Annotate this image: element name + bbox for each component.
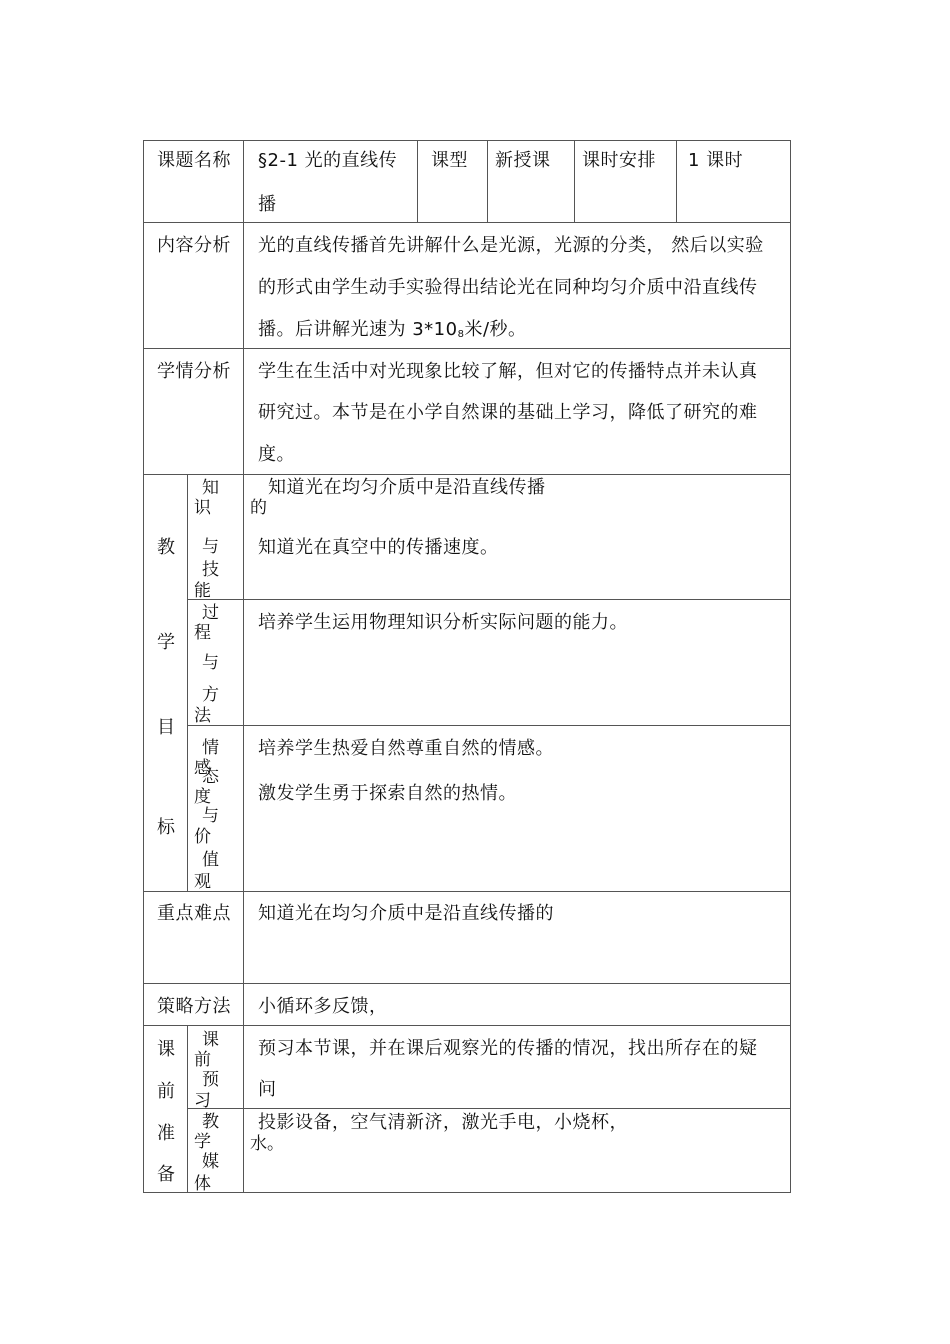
preparation-label-char: 前 [157, 1081, 176, 1102]
row-divider [187, 599, 791, 600]
preview-label-char: 前 [194, 1050, 211, 1070]
media-text: 水。 [250, 1134, 284, 1154]
row-divider [143, 891, 791, 892]
column-divider [187, 1025, 188, 1193]
media-label-char: 教 [202, 1112, 219, 1132]
knowledge-label-char: 能 [194, 581, 211, 601]
emotion-label-char: 情 [202, 738, 219, 758]
emotion-text: 激发学生勇于探索自然的热情。 [258, 783, 517, 804]
knowledge-text: 的 [250, 498, 267, 518]
table-border [143, 140, 791, 141]
content-analysis-text-part: 米/秒。 [464, 319, 527, 340]
process-label-char: 程 [194, 623, 211, 643]
row-divider [143, 474, 791, 475]
column-divider [243, 140, 244, 1193]
knowledge-text: 知道光在均匀介质中是沿直线传播 [268, 477, 546, 498]
knowledge-text: 知道光在真空中的传播速度。 [258, 537, 499, 558]
column-divider [417, 140, 418, 223]
emotion-text: 培养学生热爱自然尊重自然的情感。 [258, 738, 554, 759]
strategy-label: 策略方法 [157, 996, 231, 1017]
row-divider [143, 983, 791, 984]
preparation-label-char: 备 [157, 1164, 176, 1185]
strategy-text: 小循环多反馈， [258, 996, 388, 1017]
schedule-value: 1 课时 [688, 150, 744, 171]
row-divider [143, 222, 791, 223]
preview-text: 问 [258, 1079, 277, 1100]
table-border [143, 1192, 791, 1193]
key-points-text: 知道光在均匀介质中是沿直线传播的 [258, 903, 554, 924]
knowledge-label-char: 与 [202, 537, 219, 557]
knowledge-label-char: 识 [194, 498, 211, 518]
student-analysis-text: 学生在生活中对光现象比较了解，但对它的传播特点并未认真 [258, 361, 758, 382]
emotion-label-char: 度 [194, 787, 211, 807]
content-analysis-label: 内容分析 [157, 235, 231, 256]
objectives-label-char: 学 [157, 632, 176, 653]
process-label-char: 过 [202, 603, 219, 623]
schedule-label: 课时安排 [582, 150, 656, 171]
student-analysis-label: 学情分析 [157, 361, 231, 382]
preparation-label-char: 课 [157, 1039, 176, 1060]
process-label-char: 法 [194, 706, 211, 726]
objectives-label-char: 目 [157, 717, 176, 738]
objectives-label-char: 教 [157, 537, 176, 558]
process-text: 培养学生运用物理知识分析实际问题的能力。 [258, 612, 628, 633]
preview-label-char: 习 [194, 1091, 211, 1111]
preview-text: 预习本节课，并在课后观察光的传播的情况，找出所存在的疑 [258, 1038, 758, 1059]
emotion-label-char: 值 [202, 850, 219, 870]
column-divider [487, 140, 488, 223]
table-border [143, 140, 144, 1193]
media-text: 投影设备，空气清新济，激光手电，小烧杯， [258, 1112, 628, 1133]
student-analysis-text: 度。 [258, 444, 295, 465]
media-label-char: 媒 [202, 1152, 219, 1172]
emotion-label-char: 与 [202, 806, 219, 826]
type-value: 新授课 [495, 150, 551, 171]
topic-value: 播 [258, 194, 277, 215]
column-divider [187, 474, 188, 892]
media-label-char: 体 [194, 1174, 211, 1194]
content-analysis-text: 的形式由学生动手实验得出结论光在同种均匀介质中沿直线传 [258, 277, 758, 298]
table-border [790, 140, 791, 1193]
media-label-char: 学 [194, 1132, 211, 1152]
emotion-label-char: 感 [194, 758, 211, 778]
student-analysis-text: 研究过。本节是在小学自然课的基础上学习，降低了研究的难 [258, 402, 758, 423]
emotion-label-char: 价 [194, 827, 211, 847]
column-divider [676, 140, 677, 223]
emotion-label-char: 态 [202, 767, 219, 787]
content-analysis-text [258, 319, 527, 346]
row-divider [187, 1108, 791, 1109]
row-divider [187, 725, 791, 726]
row-divider [143, 348, 791, 349]
row-divider [143, 1025, 791, 1026]
process-label-char: 与 [202, 653, 219, 673]
key-points-label: 重点难点 [157, 903, 231, 924]
topic-label: 课题名称 [157, 150, 231, 171]
content-analysis-text-part: 播。后讲解光速为 3*10 [258, 319, 458, 340]
preview-label-char: 课 [202, 1030, 219, 1050]
knowledge-label-char: 知 [202, 478, 219, 498]
preparation-label-char: 准 [157, 1123, 176, 1144]
emotion-label-char: 观 [194, 872, 211, 892]
type-label: 课型 [431, 150, 468, 171]
process-label-char: 方 [202, 685, 219, 705]
topic-value: §2-1 光的直线传 [258, 150, 398, 171]
preview-label-char: 预 [202, 1070, 219, 1090]
content-analysis-text: 光的直线传播首先讲解什么是光源，光源的分类， 然后以实验 [258, 235, 764, 256]
column-divider [574, 140, 575, 223]
exponent: 8 [457, 329, 465, 340]
objectives-label-char: 标 [157, 817, 176, 838]
knowledge-label-char: 技 [202, 560, 219, 580]
